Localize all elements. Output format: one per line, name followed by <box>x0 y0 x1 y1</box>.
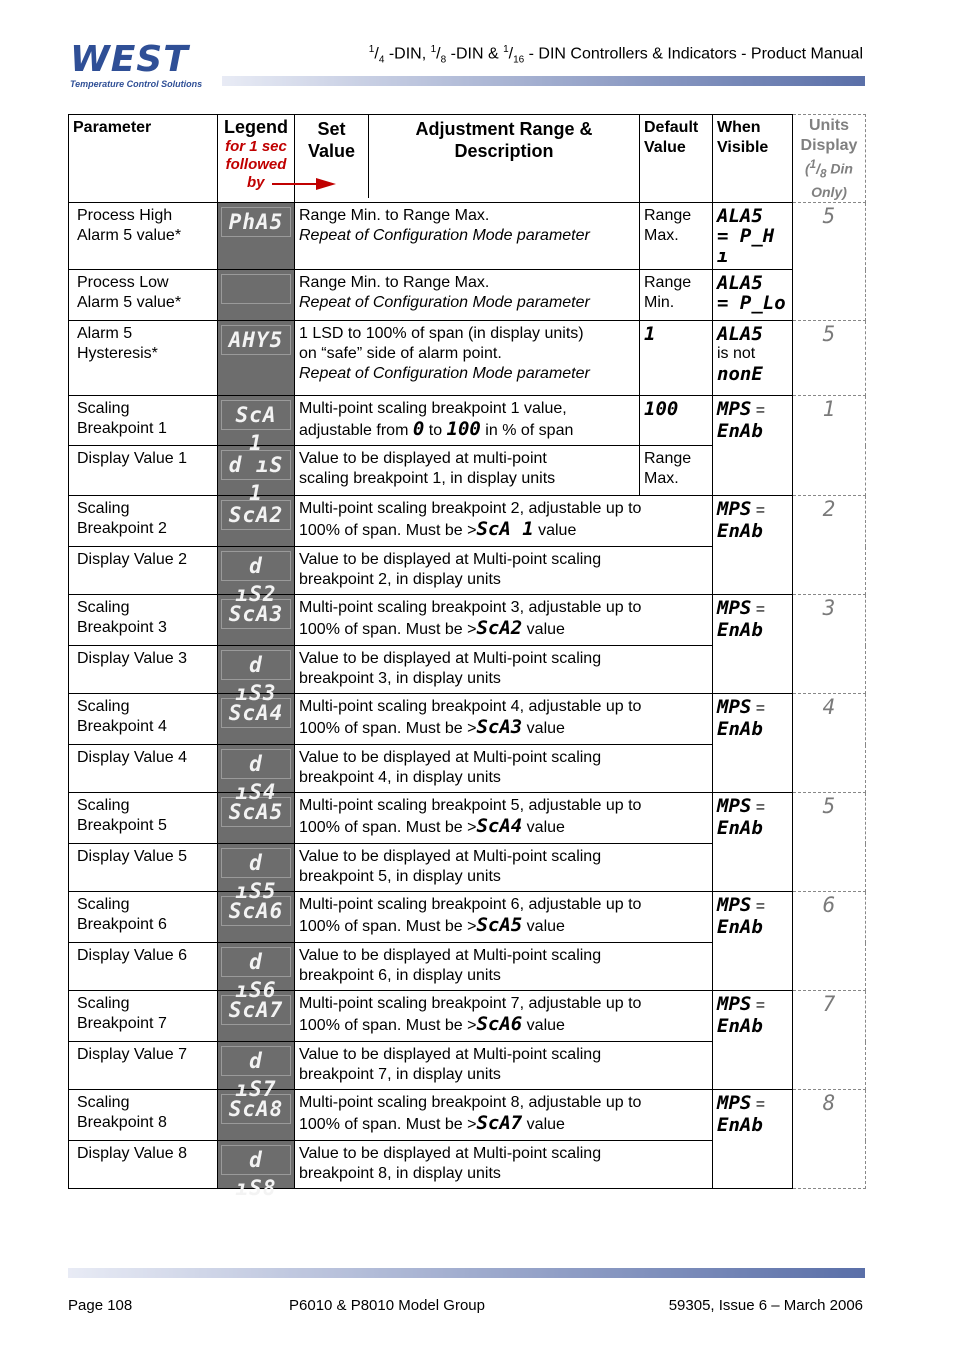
description-cell: Multi-point scaling breakpoint 5, adjustable up to 100% of span. Must be >ScA4 value <box>295 793 713 844</box>
units-cell: 5 <box>793 203 866 321</box>
lcd-legend: ScA2 <box>221 500 291 530</box>
description-cell: Range Min. to Range Max. Repeat of Configuration Mode parameter <box>295 270 640 321</box>
legend-cell <box>218 694 295 745</box>
units-cell: 1 <box>793 396 866 496</box>
table-row <box>69 496 866 547</box>
lcd-legend: d ıS2 <box>221 551 291 581</box>
lcd-legend: ScA7 <box>221 995 291 1025</box>
visible-cell: ALA5 = P_Lo <box>713 270 793 321</box>
arrow-right-icon <box>272 177 342 191</box>
description-cell: 1 LSD to 100% of span (in display units) on “safe” side of alarm point. Repeat of Configuration Mode parameter <box>295 321 640 396</box>
parameter-cell: Scaling Breakpoint 2 <box>69 496 218 547</box>
description-cell: Value to be displayed at Multi-point scaling breakpoint 5, in display units <box>295 844 713 892</box>
visible-cell: MPS = EnAb <box>713 595 793 694</box>
table-row <box>69 892 866 943</box>
description-cell: Value to be displayed at Multi-point scaling breakpoint 8, in display units <box>295 1141 713 1189</box>
legend-cell <box>218 321 295 396</box>
lcd-legend: ScA6 <box>221 896 291 926</box>
units-cell: 3 <box>793 595 866 694</box>
legend-cell <box>218 270 295 321</box>
default-cell: 1 <box>640 321 713 396</box>
lcd-legend: d ıS4 <box>221 749 291 779</box>
description-cell: Multi-point scaling breakpoint 4, adjustable up to 100% of span. Must be >ScA3 value <box>295 694 713 745</box>
lcd-legend: d ıS6 <box>221 947 291 977</box>
lcd-legend: d ıS7 <box>221 1046 291 1076</box>
header-parameter: Parameter <box>69 115 218 203</box>
units-cell: 6 <box>793 892 866 991</box>
lcd-legend <box>221 274 291 304</box>
table-row <box>69 595 866 646</box>
table-row <box>69 270 866 321</box>
table-row <box>69 1090 866 1141</box>
header-set-value: Set Value <box>295 115 369 198</box>
units-cell: 5 <box>793 321 866 396</box>
visible-cell: MPS = EnAb <box>713 1090 793 1189</box>
lcd-legend: ScA4 <box>221 698 291 728</box>
parameter-cell: Process Low Alarm 5 value* <box>69 270 218 321</box>
header-adjustment-range: Adjustment Range & Description <box>415 119 593 161</box>
units-cell: 8 <box>793 1090 866 1189</box>
footer-page-number: Page 108 <box>68 1297 133 1314</box>
parameter-cell: Scaling Breakpoint 1 <box>69 396 218 446</box>
visible-cell: MPS = EnAb <box>713 694 793 793</box>
logo-tagline: Temperature Control Solutions <box>70 79 203 89</box>
header-units-display: Units Display ($^1/_8$ Din Only) <box>793 115 866 203</box>
parameter-cell: Display Value 7 <box>69 1042 218 1090</box>
visible-cell: ALA5 is not nonE <box>713 321 793 396</box>
default-cell: Range Min. <box>640 270 713 321</box>
header-setvalue-range <box>295 115 640 203</box>
legend-cell <box>218 892 295 943</box>
description-cell: Multi-point scaling breakpoint 1 value, adjustable from 0 to 100 in % of span <box>295 396 640 446</box>
description-cell: Value to be displayed at Multi-point scaling breakpoint 3, in display units <box>295 646 713 694</box>
description-cell: Multi-point scaling breakpoint 7, adjustable up to 100% of span. Must be >ScA6 value <box>295 991 713 1042</box>
units-cell: 2 <box>793 496 866 595</box>
lcd-legend: ScA5 <box>221 797 291 827</box>
parameter-cell: Scaling Breakpoint 6 <box>69 892 218 943</box>
footer-issue: 59305, Issue 6 – March 2006 <box>668 1297 863 1314</box>
lcd-legend: d ıS5 <box>221 848 291 878</box>
legend-cell <box>218 496 295 547</box>
table-header-row <box>69 115 866 203</box>
legend-cell <box>218 547 295 607</box>
legend-cell <box>218 745 295 805</box>
header-default-value: Default Value <box>640 115 713 203</box>
lcd-legend: PhA5 <box>221 207 291 237</box>
lcd-legend: ScA3 <box>221 599 291 629</box>
table-row <box>69 396 866 446</box>
lcd-legend: ScA8 <box>221 1094 291 1124</box>
parameter-cell: Scaling Breakpoint 4 <box>69 694 218 745</box>
parameter-cell: Display Value 8 <box>69 1141 218 1189</box>
parameter-cell: Display Value 6 <box>69 943 218 991</box>
legend-cell <box>218 1090 295 1141</box>
document-title: $^1/_4$ -DIN, $^1/_8$ -DIN & $^1/_{16}$ - DIN Controllers & Indicators - Product Manual <box>368 44 863 66</box>
description-cell: Multi-point scaling breakpoint 6, adjustable up to 100% of span. Must be >ScA5 value <box>295 892 713 943</box>
visible-cell: MPS = EnAb <box>713 496 793 595</box>
table-row <box>69 321 866 396</box>
header-gradient-bar <box>222 76 865 86</box>
parameter-cell: Scaling Breakpoint 8 <box>69 1090 218 1141</box>
parameter-table <box>68 114 866 1201</box>
lcd-legend: d ıS 1 <box>221 450 291 480</box>
parameter-cell: Scaling Breakpoint 3 <box>69 595 218 646</box>
footer-gradient-bar <box>68 1268 865 1278</box>
table-row <box>69 203 866 270</box>
parameter-cell: Process High Alarm 5 value* <box>69 203 218 270</box>
lcd-legend: ScA 1 <box>221 400 291 430</box>
description-cell: Multi-point scaling breakpoint 2, adjustable up to 100% of span. Must be >ScA 1 value <box>295 496 713 547</box>
west-logo <box>70 39 203 89</box>
legend-cell <box>218 446 295 506</box>
description-cell: Value to be displayed at Multi-point scaling breakpoint 2, in display units <box>295 547 713 595</box>
legend-cell <box>218 1042 295 1102</box>
default-cell: Range Max. <box>640 446 713 496</box>
footer-model-group: P6010 & P8010 Model Group <box>289 1297 485 1314</box>
default-cell: 100 <box>640 396 713 446</box>
parameter-cell: Display Value 5 <box>69 844 218 892</box>
legend-cell <box>218 396 295 456</box>
table-row <box>69 991 866 1042</box>
legend-cell <box>218 793 295 844</box>
visible-cell: MPS = EnAb <box>713 991 793 1090</box>
parameter-cell: Alarm 5 Hysteresis* <box>69 321 218 396</box>
header-legend: Legend for 1 sec followed by <box>218 115 295 203</box>
legend-cell <box>218 943 295 1003</box>
default-cell: Range Max. <box>640 203 713 270</box>
legend-cell <box>218 991 295 1042</box>
description-cell: Value to be displayed at Multi-point scaling breakpoint 7, in display units <box>295 1042 713 1090</box>
visible-cell: MPS = EnAb <box>713 892 793 991</box>
parameter-cell: Scaling Breakpoint 5 <box>69 793 218 844</box>
units-cell: 4 <box>793 694 866 793</box>
units-cell: 7 <box>793 991 866 1090</box>
description-cell: Multi-point scaling breakpoint 3, adjustable up to 100% of span. Must be >ScA2 value <box>295 595 713 646</box>
description-cell: Multi-point scaling breakpoint 8, adjustable up to 100% of span. Must be >ScA7 value <box>295 1090 713 1141</box>
table-row <box>69 694 866 745</box>
description-cell: Value to be displayed at Multi-point scaling breakpoint 4, in display units <box>295 745 713 793</box>
table-row <box>69 793 866 844</box>
parameter-cell: Display Value 3 <box>69 646 218 694</box>
description-cell: Value to be displayed at multi-point scaling breakpoint 1, in display units <box>295 446 640 496</box>
parameter-cell: Display Value 2 <box>69 547 218 595</box>
visible-cell: ALA5 = P_H ı <box>713 203 793 270</box>
header-when-visible: When Visible <box>713 115 793 203</box>
legend-cell <box>218 203 295 270</box>
visible-cell: MPS = EnAb <box>713 396 793 496</box>
parameter-cell: Display Value 4 <box>69 745 218 793</box>
parameter-cell: Display Value 1 <box>69 446 218 496</box>
description-cell: Range Min. to Range Max. Repeat of Configuration Mode parameter <box>295 203 640 270</box>
lcd-legend: AHY5 <box>221 325 291 355</box>
visible-cell: MPS = EnAb <box>713 793 793 892</box>
legend-cell <box>218 1141 295 1201</box>
legend-cell <box>218 844 295 904</box>
description-cell: Value to be displayed at Multi-point scaling breakpoint 6, in display units <box>295 943 713 991</box>
lcd-legend: d ıS3 <box>221 650 291 680</box>
logo-wordmark: WEST <box>70 39 189 80</box>
lcd-legend: d ıS8 <box>221 1145 291 1175</box>
parameter-cell: Scaling Breakpoint 7 <box>69 991 218 1042</box>
units-cell: 5 <box>793 793 866 892</box>
legend-cell <box>218 595 295 646</box>
legend-cell <box>218 646 295 706</box>
